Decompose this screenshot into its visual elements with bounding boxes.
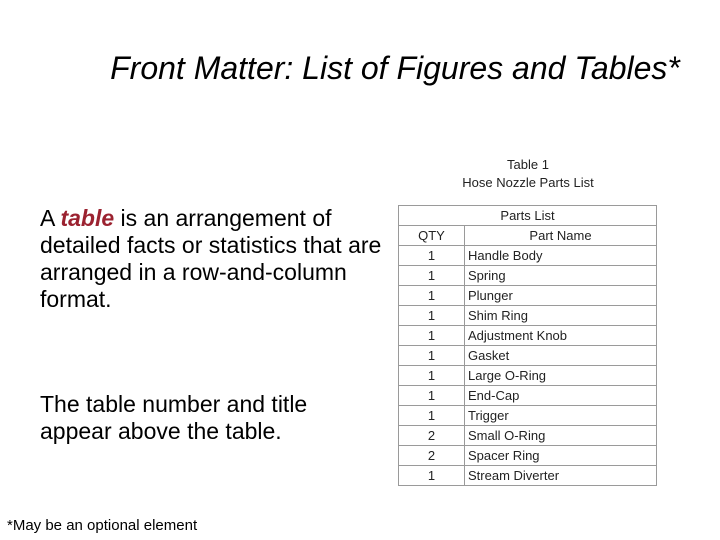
table-term: table <box>60 205 115 231</box>
placement-paragraph: The table number and title appear above the table. <box>40 391 308 444</box>
part-name-cell: Spring <box>465 266 657 286</box>
table-row <box>399 386 657 406</box>
column-header-qty: QTY <box>399 226 465 246</box>
table-row <box>399 286 657 306</box>
table-caption: Hose Nozzle Parts List <box>462 175 594 190</box>
qty-cell: 1 <box>399 366 465 386</box>
part-name-cell: Adjustment Knob <box>465 326 657 346</box>
part-name-cell: Shim Ring <box>465 306 657 326</box>
table-row <box>399 466 657 486</box>
qty-cell: 1 <box>399 466 465 486</box>
part-name-cell: Gasket <box>465 346 657 366</box>
part-name-cell: End-Cap <box>465 386 657 406</box>
table-row <box>399 426 657 446</box>
table-row <box>399 326 657 346</box>
table-row <box>399 266 657 286</box>
qty-cell: 2 <box>399 426 465 446</box>
definition-paragraph <box>40 205 385 313</box>
table-row <box>399 246 657 266</box>
slide-title: Front Matter: List of Figures and Tables* <box>110 50 680 86</box>
part-name-cell: Small O-Ring <box>465 426 657 446</box>
qty-cell: 1 <box>399 266 465 286</box>
table-number: Table 1 <box>507 157 549 172</box>
qty-cell: 1 <box>399 406 465 426</box>
qty-cell: 1 <box>399 326 465 346</box>
part-name-cell: Spacer Ring <box>465 446 657 466</box>
qty-cell: 1 <box>399 286 465 306</box>
table-row <box>399 306 657 326</box>
qty-cell: 2 <box>399 446 465 466</box>
column-header-part-name: Part Name <box>465 226 657 246</box>
part-name-cell: Stream Diverter <box>465 466 657 486</box>
table-row <box>399 366 657 386</box>
footnote: *May be an optional element <box>7 517 198 534</box>
part-name-cell: Trigger <box>465 406 657 426</box>
table-group-header: Parts List <box>399 206 657 226</box>
part-name-cell: Plunger <box>465 286 657 306</box>
table-row <box>399 446 657 466</box>
part-name-cell: Large O-Ring <box>465 366 657 386</box>
qty-cell: 1 <box>399 346 465 366</box>
part-name-cell: Handle Body <box>465 246 657 266</box>
qty-cell: 1 <box>399 306 465 326</box>
parts-table <box>398 205 657 486</box>
para1-prefix: A <box>40 205 61 231</box>
table-row <box>399 406 657 426</box>
qty-cell: 1 <box>399 386 465 406</box>
para1-rest: is an arrangement of detailed facts or statistics that are arranged in a row-and-column format. <box>40 205 382 312</box>
qty-cell: 1 <box>399 246 465 266</box>
table-row <box>399 346 657 366</box>
